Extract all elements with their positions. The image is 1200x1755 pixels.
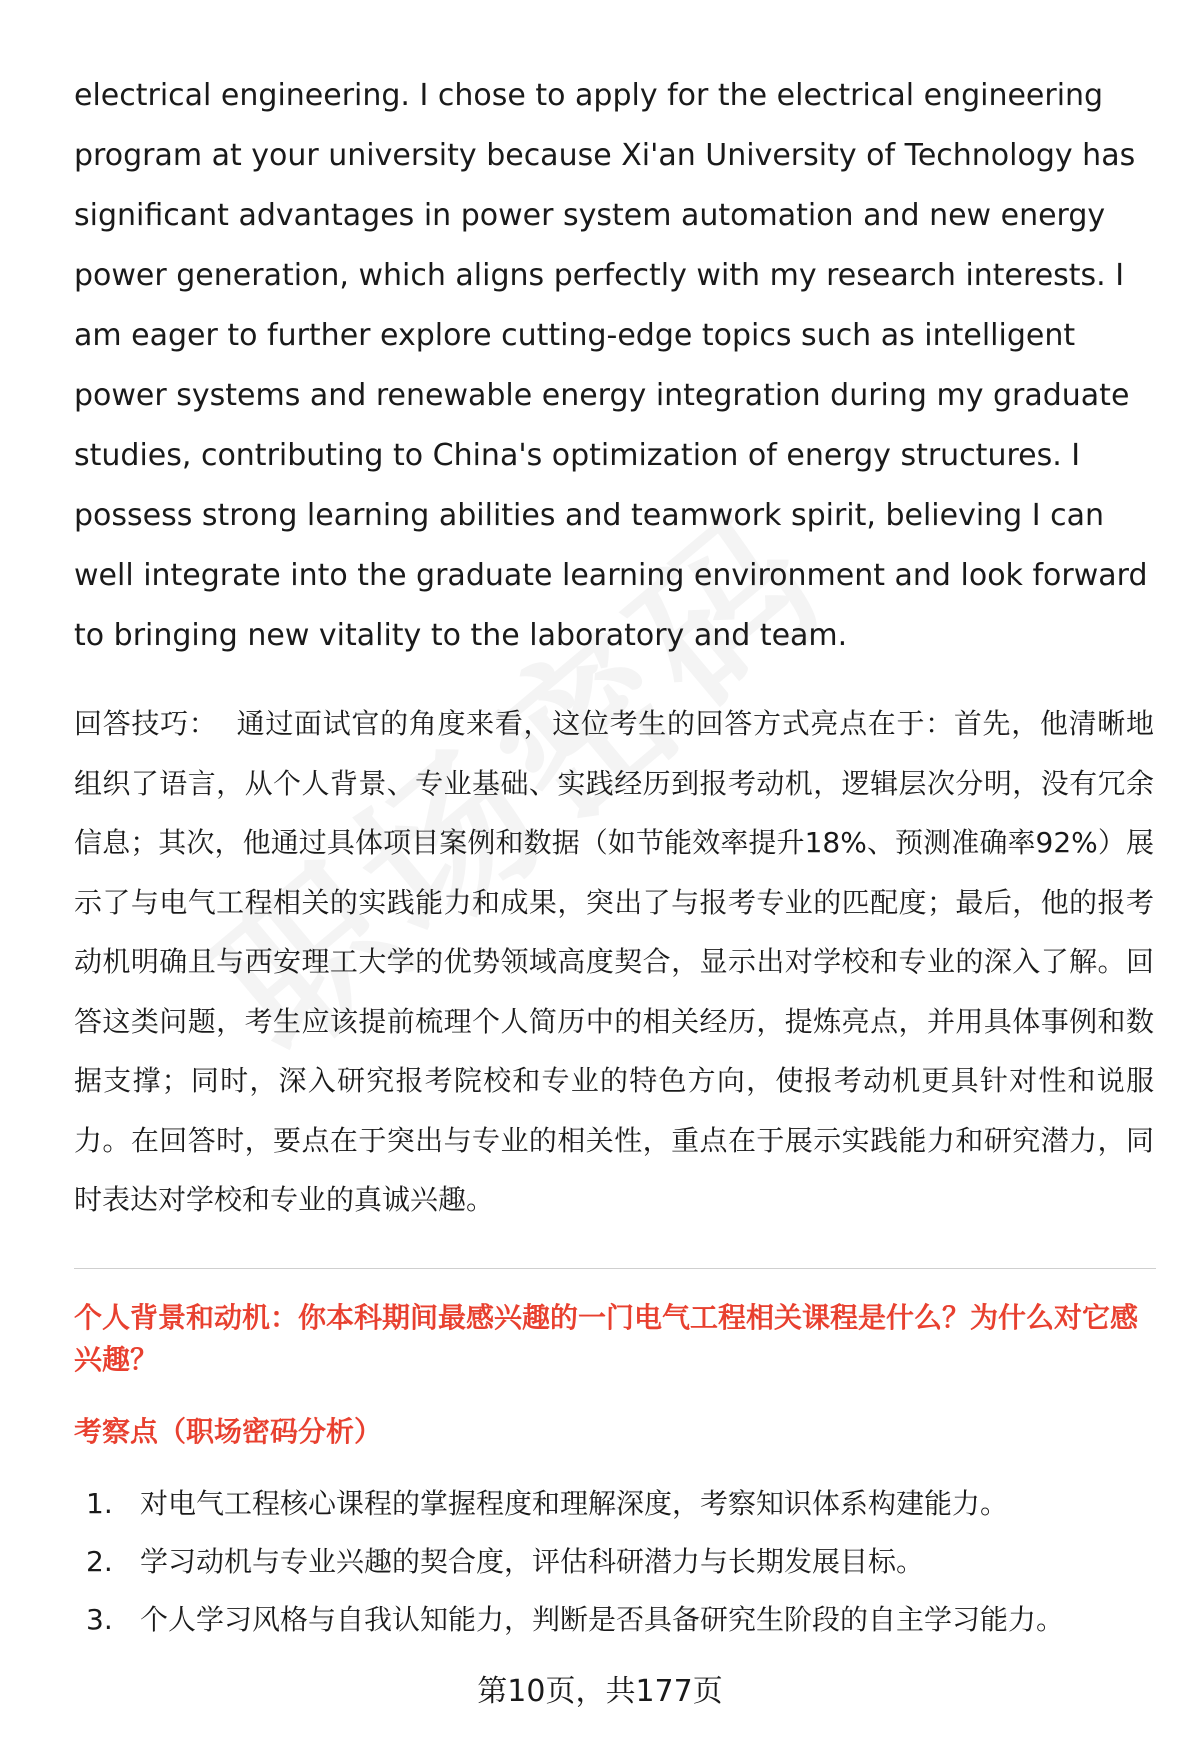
list-item-text: 对电气工程核心课程的掌握程度和理解深度，考察知识体系构建能力。: [140, 1486, 1009, 1520]
list-item-text: 学习动机与专业兴趣的契合度，评估科研潜力与长期发展目标。: [140, 1544, 925, 1578]
list-item-text: 个人学习风格与自我认知能力，判断是否具备研究生阶段的自主学习能力。: [140, 1602, 1065, 1636]
list-item: [74, 1591, 1154, 1649]
tips-paragraph: [74, 694, 1154, 1230]
list-item: [74, 1533, 1154, 1591]
assessment-points-list: [74, 1475, 1154, 1649]
tips-label: 回答技巧：: [74, 707, 218, 740]
section-title: 考察点（职场密码分析）: [74, 1414, 383, 1448]
list-item-number: 2.: [86, 1544, 113, 1578]
list-item-number: 3.: [86, 1602, 113, 1636]
page-content: [74, 66, 1154, 1649]
list-item-number: 1.: [86, 1486, 113, 1520]
section-divider: [74, 1268, 1156, 1269]
tips-text: 通过面试官的角度来看，这位考生的回答方式亮点在于：首先，他清晰地组织了语言，从个人背景、专业基础、实践经历到报考动机，逻辑层次分明，没有冗余信息；其次，他通过具体项目案例和数据（如节能效率提升18%、预测准确率92%）展示了与电气工程相关的实践能力和成果，突出了与报考专业的匹配度；最后，他的报考动机明确且与西安理工大学的优势领域高度契合，显示出对学校和专业的深入了解。回答这类问题，考生应该提前梳理个人简历中的相关经历，提炼亮点，并用具体事例和数据支撑；同时，深入研究报考院校和专业的特色方向，使报考动机更具针对性和说服力。在回答时，要点在于突出与专业的相关性，重点在于展示实践能力和研究潜力，同时表达对学校和专业的真诚兴趣。: [74, 707, 1154, 1216]
page-number-footer: 第10页，共177页: [477, 1674, 723, 1709]
question-heading: 个人背景和动机：你本科期间最感兴趣的一门电气工程相关课程是什么？为什么对它感兴趣？: [74, 1300, 1139, 1376]
answer-paragraph-en: electrical engineering. I chose to apply for the electrical engineering program at your university because Xi'an University of Technology has significant advantages in power system automation and new energy power generation, which aligns perfectly with my research interests. I am eager to further explore cutting-edge topics such as intelligent power systems and renewable energy integration during my graduate studies, contributing to China's optimization of energy structures. I possess strong learning abilities and teamwork spirit, believing I can well integrate into the graduate learning environment and look forward to bringing new vitality to the laboratory and team.: [74, 78, 1148, 653]
list-item: [74, 1475, 1154, 1533]
